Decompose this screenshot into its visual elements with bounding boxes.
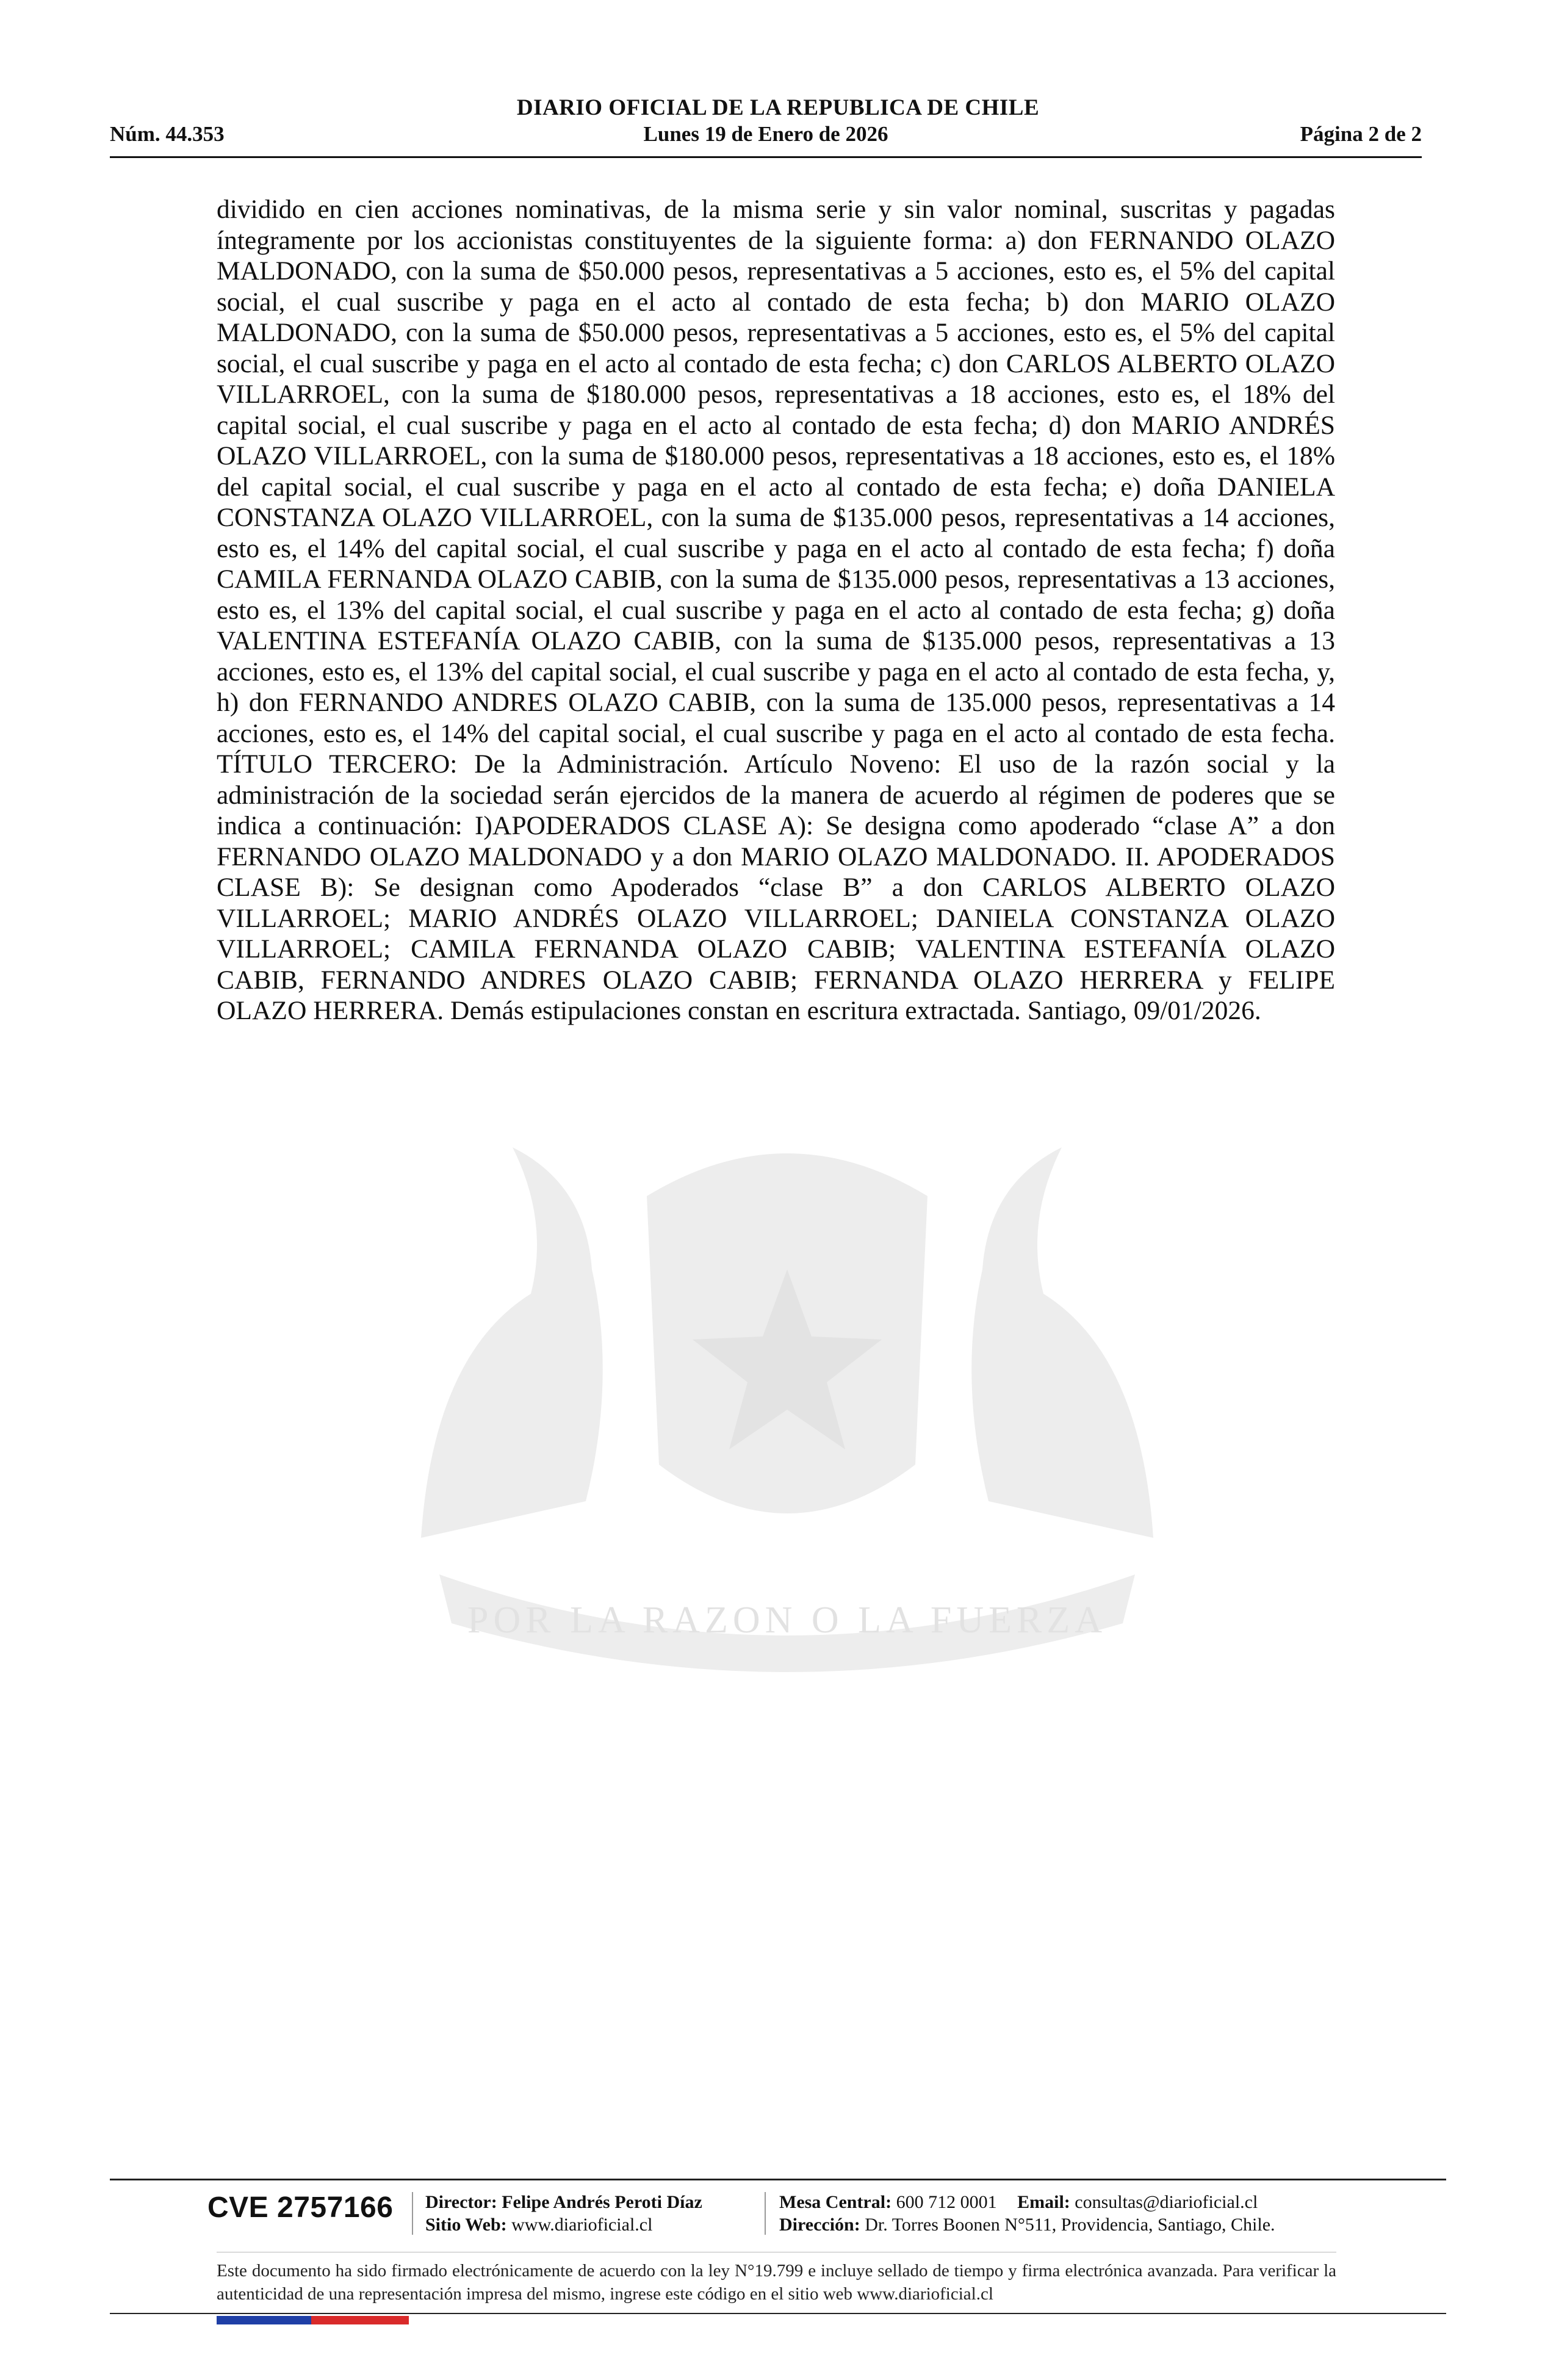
director-line [425,2191,702,2213]
cve-code: CVE 2757166 [207,2191,394,2224]
issue-date: Lunes 19 de Enero de 2026 [643,122,888,146]
flag-red-stripe [311,2316,409,2324]
watermark-motto: POR LA RAZON O LA FUERZA [467,1599,1108,1641]
director-label: Director: [425,2192,497,2212]
contact-line [779,2191,1258,2213]
email-label: Email: [1017,2192,1070,2212]
footer-separator [765,2192,766,2235]
address-line [779,2213,1275,2236]
issue-number: Núm. 44.353 [110,122,225,146]
footer-separator [412,2192,413,2235]
page-indicator: Página 2 de 2 [1300,122,1422,146]
mesa-label: Mesa Central: [779,2192,892,2212]
header-row [110,122,1422,153]
header-divider [110,156,1422,158]
address-value: Dr. Torres Boonen N°511, Providencia, Santiago, Chile. [865,2215,1275,2235]
email-link[interactable]: consultas@diarioficial.cl [1075,2192,1258,2212]
body-text: dividido en cien acciones nominativas, de la misma serie y sin valor nominal, suscritas y pagadas íntegramente por los accionistas constituyentes de la siguiente forma: a) don FERNANDO OLAZO MALDONADO, con la suma de $50.000 pesos, representativas a 5 acciones, esto es, el 5% del capital social, el cual suscribe y paga en el acto al contado de esta fecha; b) don MARIO OLAZO MALDONADO, con la suma de $50.000 pesos, representativas a 5 acciones, esto es, el 5% del capital social, el cual suscribe y paga en el acto al contado de esta fecha; c) don CARLOS ALBERTO OLAZO VILLARROEL, con la suma de $180.000 pesos, representativas a 18 acciones, esto es, el 18% del capital social, el cual suscribe y paga en el acto al contado de esta fecha; d) don MARIO ANDRÉS OLAZO VILLARROEL, con la suma de $180.000 pesos, representativas a 18 acciones, esto es, el 18% del capital social, el cual suscribe y paga en el acto al contado de esta fecha; e) doña DANIELA CONSTANZA OLAZO VILLARROEL, con la suma de $135.000 pesos, representativas a 14 acciones, esto es, el 14% del capital social, el cual suscribe y paga en el acto al contado de esta fecha; f) doña CAMILA FERNANDA OLAZO CABIB, con la suma de $135.000 pesos, representativas a 13 acciones, esto es, el 13% del capital social, el cual suscribe y paga en el acto al contado de esta fecha; g) doña VALENTINA ESTEFANÍA OLAZO CABIB, con la suma de $135.000 pesos, representativas a 13 acciones, esto es, el 13% del capital social, el cual suscribe y paga en el acto al contado de esta fecha, y, h) don FERNANDO ANDRES OLAZO CABIB, con la suma de 135.000 pesos, representativas a 14 acciones, esto es, el 14% del capital social, el cual suscribe y paga en el acto al contado de esta fecha. TÍTULO TERCERO: De la Administración. Artículo Noveno: El uso de la razón social y la administración de la sociedad serán ejercidos de la manera de acuerdo al régimen de poderes que se indica a continuación: I)APODERADOS CLASE A): Se designa como apoderado “clase A” a don FERNANDO OLAZO MALDONADO y a don MARIO OLAZO MALDONADO. II. APODERADOS CLASE B): Se designan como Apoderados “clase B” a don CARLOS ALBERTO OLAZO VILLARROEL; MARIO ANDRÉS OLAZO VILLARROEL; DANIELA CONSTANZA OLAZO VILLARROEL; CAMILA FERNANDA OLAZO CABIB; VALENTINA ESTEFANÍA OLAZO CABIB, FERNANDO ANDRES OLAZO CABIB; FERNANDA OLAZO HERRERA y FELIPE OLAZO HERRERA. Demás estipulaciones constan en escritura extractada. Santiago, 09/01/2026. [217,195,1335,1025]
website-label: Sitio Web: [425,2215,507,2235]
mesa-value: 600 712 0001 [896,2192,997,2212]
address-label: Dirección: [779,2215,860,2235]
publication-title: DIARIO OFICIAL DE LA REPUBLICA DE CHILE [516,95,1040,120]
chile-coat-of-arms-icon [330,1037,1245,1678]
website-line [425,2213,652,2236]
director-value: Felipe Andrés Peroti Díaz [502,2192,702,2212]
footer-bottom-divider [110,2313,1446,2314]
footer-divider [110,2179,1446,2180]
legal-notice: Este documento ha sido firmado electrónicamente de acuerdo con la ley N°19.799 e incluye sellado de tiempo y firma electrónica avanzada. Para verificar la autenticidad de una representación impresa del mismo, ingrese este código en el sitio web www.diarioficial.cl [217,2261,1336,2304]
flag-blue-stripe [217,2316,311,2324]
website-link[interactable]: www.diarioficial.cl [511,2215,653,2235]
